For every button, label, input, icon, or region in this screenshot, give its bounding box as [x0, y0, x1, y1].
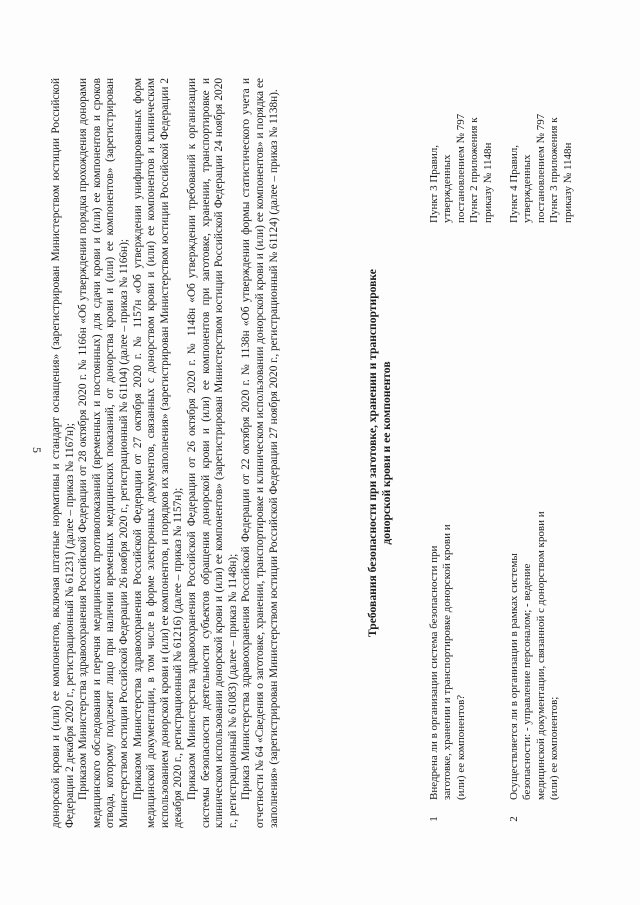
section-title [366, 248, 394, 658]
paragraph-5: Приказ Министерства здравоохранения Российской Федерации от 22 октября 2020 г. № 1138н «Об утверждении формы статистического учета и отчетности № 64 «Сведения о заготовке, хранении, транспортировке и клиническом использовании донорской крови и (или) ее компонентов» и порядка ее заполнения» (зарегистрирован Министерством юстиции Российской Федерации 27 ноября 2020 г., регистрационный № 61124) (далее – приказ № 1138н). [240, 78, 280, 828]
row-question: Внедрена ли в организации система безопасности при заготовке, хранении и транспортировке донорской крови и (или) ее компонентов? [428, 524, 467, 800]
paragraph-2: Приказом Министерства здравоохранения Российской Федерации от 28 октября 2020 г. № 1166н «Об утверждении порядка прохождения донорами медицинского обследования и перечня медицинских противопоказаний (временных и постоянных) для сдачи крови и (или) ее компонентов и сроков отвода, которому подлежит лицо при наличии временных медицинских показаний, от донорства крови и (или) ее компонентов» (зарегистрирован Министерством юстиции Российской Федерации 26 ноября 2020 г., регистрационный № 61104) (далее – приказ № 1166н); [77, 78, 130, 828]
requirements-section [358, 78, 628, 828]
paragraph-1: донорской крови и (или) ее компонентов, включая штатные нормативы и стандарт оснащения» (зарегистрирован Министерством юстиции Российской Федерации 2 декабря 2020 г., регистрационный № 61231) (далее – приказ № 1167н); [50, 78, 76, 828]
page-number: 5 [30, 447, 44, 453]
section-title-line-2: донорской крови и ее компонентов [380, 361, 393, 545]
text-block [50, 78, 340, 828]
row-reference: Пункт 3 Правил, утвержденных постановлением № 797 Пункт 2 приложения к приказу № 1148н [428, 113, 494, 223]
row-question: Осуществляется ли в организации в рамках системы безопасности: - управление персоналом; - ведение медицинской документации, связанной с донорством крови и (или) ее компонентов; [508, 511, 561, 800]
paragraph-4: Приказом Министерства здравоохранения Российской Федерации от 26 октября 2020 г. № 1148н «Об утверждении требований к организации системы безопасности деятельности субъектов обращения донорской крови и (или) ее компонентов при заготовке, хранении, транспортировке и клиническом использовании донорской крови и (или) ее компонентов» (зарегистрирован Министерством юстиции Российской Федерации 24 ноября 2020 г., регистрационный № 61083) (далее – приказ № 1148н); [185, 78, 239, 828]
row-reference: Пункт 4 Правил, утвержденных постановлением № 797 Пункт 3 приложения к приказу № 1148н [508, 113, 574, 223]
row-number: 1 [428, 816, 440, 822]
row-number: 2 [508, 816, 520, 822]
section-title-line-1: Требования безопасности при заготовке, хранении и транспортировке [366, 269, 379, 637]
paragraph-3: Приказом Министерства здравоохранения Российской Федерации от 27 октября 2020 г. № 1157н «Об утверждении унифицированных форм медицинской документации, в том числе в форме электронных документов, связанных с донорством крови и (или) ее компонентов и клиническим использованием донорской крови и (или) ее компонентов, и порядков их заполнения» (зарегистрирован Министерством юстиции Российской Федерации 2 декабря 2020 г., регистрационный № 61216) (далее – приказ № 1157н); [131, 78, 185, 828]
